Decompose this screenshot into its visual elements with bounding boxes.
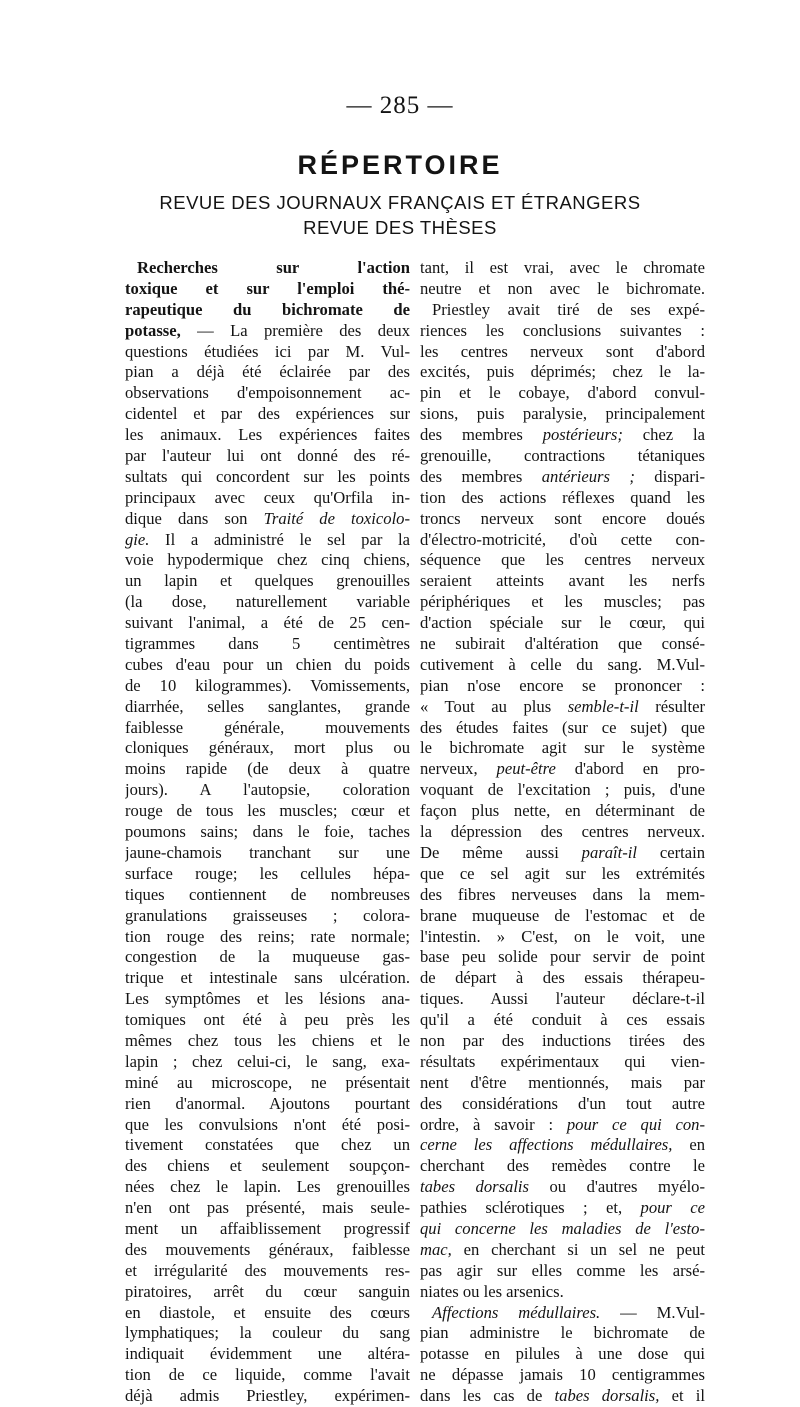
text-line: pas agir sur elles comme les arsé- [420, 1260, 705, 1280]
text-line: tion de ce liquide, comme l'avait [125, 1365, 410, 1385]
text-line: observations d'empoisonnement ac- [125, 383, 410, 403]
text-line: questions étudiées ici par M. Vul- [125, 341, 410, 361]
text-line [125, 530, 410, 551]
text-line: grenouille, contractions tétaniques [420, 446, 705, 466]
text-run: dique dans son [125, 508, 264, 528]
left-text-column [125, 258, 410, 1407]
text-line: rouge de tous les muscles; cœur et [125, 801, 410, 821]
text-line: qui concerne les maladies de l'esto- [420, 1218, 705, 1238]
text-line: granulations graisseuses ; colora- [125, 905, 410, 925]
text-line: (la dose, naturellement variable [125, 592, 410, 612]
text-line: cutivement à celle du sang. M.Vul- [420, 654, 705, 674]
italic-text: paraît-il [581, 842, 637, 862]
text-line: Les symptômes et les lésions ana- [125, 989, 410, 1009]
text-run: en cherchant si un sel ne peut [451, 1239, 705, 1259]
italic-text: tabes dorsalis [420, 1177, 530, 1197]
italic-text: tabes dorsalis, [554, 1386, 660, 1406]
text-line: tion rouge des reins; rate normale; [125, 926, 410, 946]
text-line [125, 509, 410, 530]
text-line: diarrhée, selles sanglantes, grande [125, 696, 410, 716]
italic-text: semble-t-il [567, 696, 639, 716]
text-line [420, 1240, 705, 1261]
section-subtitle-theses: REVUE DES THÈSES [303, 217, 497, 238]
text-line [125, 321, 410, 342]
page-number: — 285 — [346, 92, 454, 119]
italic-text: antérieurs ; [541, 466, 635, 486]
text-line: tivement constatées que chez un [125, 1135, 410, 1155]
text-line: l'intestin. » C'est, on le voit, une [420, 926, 705, 946]
text-run: dans les cas de [420, 1386, 555, 1406]
article-title: potasse, [125, 320, 181, 340]
text-line: non par des inductions tirées des [420, 1030, 705, 1050]
text-line: moins rapide (de deux à quatre [125, 759, 410, 779]
text-line [420, 1135, 705, 1156]
text-line: tion des actions réflexes quand les [420, 487, 705, 507]
text-line: séquence que les centres nerveux [420, 550, 705, 570]
text-line: d'électro-motricité, d'où cette con- [420, 529, 705, 549]
italic-text: pour ce qui con- [566, 1114, 705, 1134]
text-run: des membres [420, 425, 543, 445]
text-line: en diastole, et ensuite des cœurs [125, 1302, 410, 1322]
text-run: des membres [420, 466, 542, 486]
text-line: cherchant des remèdes contre le [420, 1156, 705, 1176]
text-line: pin et le cobaye, d'abord convul- [420, 383, 705, 403]
text-line: tant, il est vrai, avec le chromate [420, 258, 705, 277]
text-line: troncs nerveux sont encore doués [420, 508, 705, 528]
text-line: que les convulsions n'ont été posi- [125, 1114, 410, 1134]
text-run: pathies sclérotiques ; et, [420, 1198, 641, 1218]
text-line [420, 1115, 705, 1136]
text-line: lapin ; chez celui-ci, le sang, exa- [125, 1051, 410, 1071]
section-title: RÉPERTOIRE [297, 150, 503, 180]
text-line: jours). A l'autopsie, coloration [125, 780, 410, 800]
text-line: cidentel et par des expériences sur [125, 404, 410, 424]
text-run: ordre, à savoir : [420, 1114, 567, 1134]
text-run: — M.Vul- [600, 1302, 705, 1322]
text-line: voie hypodermique chez cinq chiens, [125, 550, 410, 570]
text-line: miné au microscope, ne présentait [125, 1072, 410, 1092]
text-line: tiques. Aussi l'auteur déclare-t-il [420, 989, 705, 1009]
italic-text: peut-être [496, 759, 556, 779]
text-run: et il [659, 1386, 705, 1406]
text-line: congestion de la muqueuse gas- [125, 947, 410, 967]
text-line: lymphatiques; la couleur du sang [125, 1323, 410, 1343]
text-run: « Tout au plus [420, 696, 568, 716]
text-line: des études faites (sur ce sujet) que [420, 717, 705, 737]
italic-text: Affections médullaires. [432, 1302, 601, 1322]
text-line: des chiens et seulement soupçon- [125, 1156, 410, 1176]
italic-text: gie. [125, 529, 150, 549]
text-line: surface rouge; les cellules hépa- [125, 863, 410, 883]
text-line: le bichromate agit sur le système [420, 738, 705, 758]
text-line: façon plus nette, en déterminant de [420, 801, 705, 821]
right-text-column [420, 258, 705, 1407]
text-line [125, 279, 410, 300]
text-line: potasse en pilules à une dose qui [420, 1344, 705, 1364]
text-line: nent d'être mentionnés, mais par [420, 1072, 705, 1092]
text-line: niates ou les arsenics. [420, 1281, 564, 1301]
text-line: sions, puis paralysie, principalement [420, 404, 705, 424]
text-line: par l'auteur lui ont donné des ré- [125, 446, 410, 466]
text-line: voquant de l'excitation ; puis, d'une [420, 780, 705, 800]
text-line: jaune-chamois tranchant sur une [125, 842, 410, 862]
text-line: tomiques ont été à peu près les [125, 1010, 410, 1030]
text-line: brane muqueuse de l'estomac et de [420, 905, 705, 925]
text-run: en [672, 1135, 705, 1155]
text-line: pian n'ose encore se prononcer : [420, 675, 705, 695]
text-line: faiblesse générale, mouvements [125, 717, 410, 737]
text-line: cloniques généraux, mort plus ou [125, 738, 410, 758]
text-line [420, 759, 705, 780]
text-line [420, 425, 705, 446]
text-line: des mouvements généraux, faiblesse [125, 1239, 410, 1259]
text-line: base peu solide pour servir de point [420, 947, 705, 967]
italic-text: postérieurs; [542, 425, 623, 445]
text-run: dispari- [634, 466, 705, 486]
text-line: tigrammes dans 5 centimètres [125, 634, 410, 654]
text-line: pian administre le bichromate de [420, 1323, 705, 1343]
article-title: toxique et sur l'emploi thé- [125, 278, 410, 298]
text-line: suivant l'animal, a été de 25 cen- [125, 613, 410, 633]
text-line: mêmes chez tous les chiens et le [125, 1030, 410, 1050]
text-line: poumons sains; dans le foie, taches [125, 822, 410, 842]
text-line: ment un affaiblissement progressif [125, 1218, 410, 1238]
text-line: ne dépasse jamais 10 centigrammes [420, 1365, 705, 1385]
text-line: d'action spéciale sur le cœur, qui [420, 613, 705, 633]
text-line: de départ à des essais thérapeu- [420, 968, 705, 988]
text-line: Priestley avait tiré de ses expé- [432, 299, 705, 319]
text-line: et irrégularité des mouvements res- [125, 1260, 410, 1280]
text-run: De même aussi [420, 842, 582, 862]
text-run: Il a administré le sel par la [149, 529, 410, 549]
italic-text: Traité de toxicolo- [263, 508, 410, 528]
text-line: des considérations d'un tout autre [420, 1093, 705, 1113]
text-run: d'abord en pro- [555, 759, 705, 779]
text-line: de 10 kilogrammes). Vomissements, [125, 675, 410, 695]
text-line: tiques contiennent de nombreuses [125, 884, 410, 904]
text-line: riences les conclusions suivantes : [420, 320, 705, 340]
text-run: nerveux, [420, 759, 497, 779]
text-line [420, 1198, 705, 1219]
section-subtitle-journals: REVUE DES JOURNAUX FRANÇAIS ET ÉTRANGERS [159, 192, 641, 213]
text-line [420, 467, 705, 488]
text-run: ou d'autres myélo- [529, 1177, 705, 1197]
text-line: déjà admis Priestley, expérimen- [125, 1386, 410, 1406]
text-line: que ce sel agit sur les extrémités [420, 863, 705, 883]
text-line: principaux avec ceux qu'Orfila in- [125, 487, 410, 507]
text-line: résultats expérimentaux qui vien- [420, 1051, 705, 1071]
text-run: chez la [622, 425, 705, 445]
text-line: seraient atteints avant les nerfs [420, 571, 705, 591]
text-line [125, 300, 410, 321]
text-run: certain [637, 842, 705, 862]
text-line: périphériques et les muscles; pas [420, 592, 705, 612]
text-line: ne subirait d'altération que consé- [420, 634, 705, 654]
text-line: sultats qui concordent sur les points [125, 466, 410, 486]
text-line: n'en ont pas présenté, mais seule- [125, 1198, 410, 1218]
text-line: les animaux. Les expériences faites [125, 425, 410, 445]
italic-text: cerne les affections médullaires, [420, 1135, 673, 1155]
text-line: qu'il a été conduit à ces essais [420, 1010, 705, 1030]
text-line: la dépression des centres nerveux. [420, 822, 705, 842]
text-line [420, 1303, 705, 1324]
text-line [420, 697, 705, 718]
text-line [420, 1386, 705, 1407]
italic-text: pour ce [640, 1198, 705, 1218]
text-line: indiquait évidemment une altéra- [125, 1344, 410, 1364]
text-line: rien d'anormal. Ajoutons pourtant [125, 1093, 410, 1113]
text-line: neutre et non avec le bichromate. [420, 278, 705, 298]
text-line: des fibres nerveuses dans la mem- [420, 884, 705, 904]
article-title: Recherches sur l'action [137, 258, 410, 277]
text-line: excités, puis déprimés; chez le la- [420, 362, 705, 382]
article-title: rapeutique du bichromate de [125, 299, 410, 319]
text-line: cubes d'eau pour un chien du poids [125, 654, 410, 674]
text-line [420, 1177, 705, 1198]
text-line: piratoires, arrêt du cœur sanguin [125, 1281, 410, 1301]
text-line: nées chez le lapin. Les grenouilles [125, 1177, 410, 1197]
italic-text: mac, [420, 1239, 452, 1259]
text-line: trique et intestinale sans ulcération. [125, 968, 410, 988]
text-line: un lapin et quelques grenouilles [125, 571, 410, 591]
text-line: pian a déjà été éclairée par des [125, 362, 410, 382]
text-run: résulter [638, 696, 705, 716]
text-line [420, 843, 705, 864]
text-line [125, 258, 410, 279]
text-run: — La première des deux [180, 320, 410, 340]
text-line: les centres nerveux sont d'abord [420, 341, 705, 361]
